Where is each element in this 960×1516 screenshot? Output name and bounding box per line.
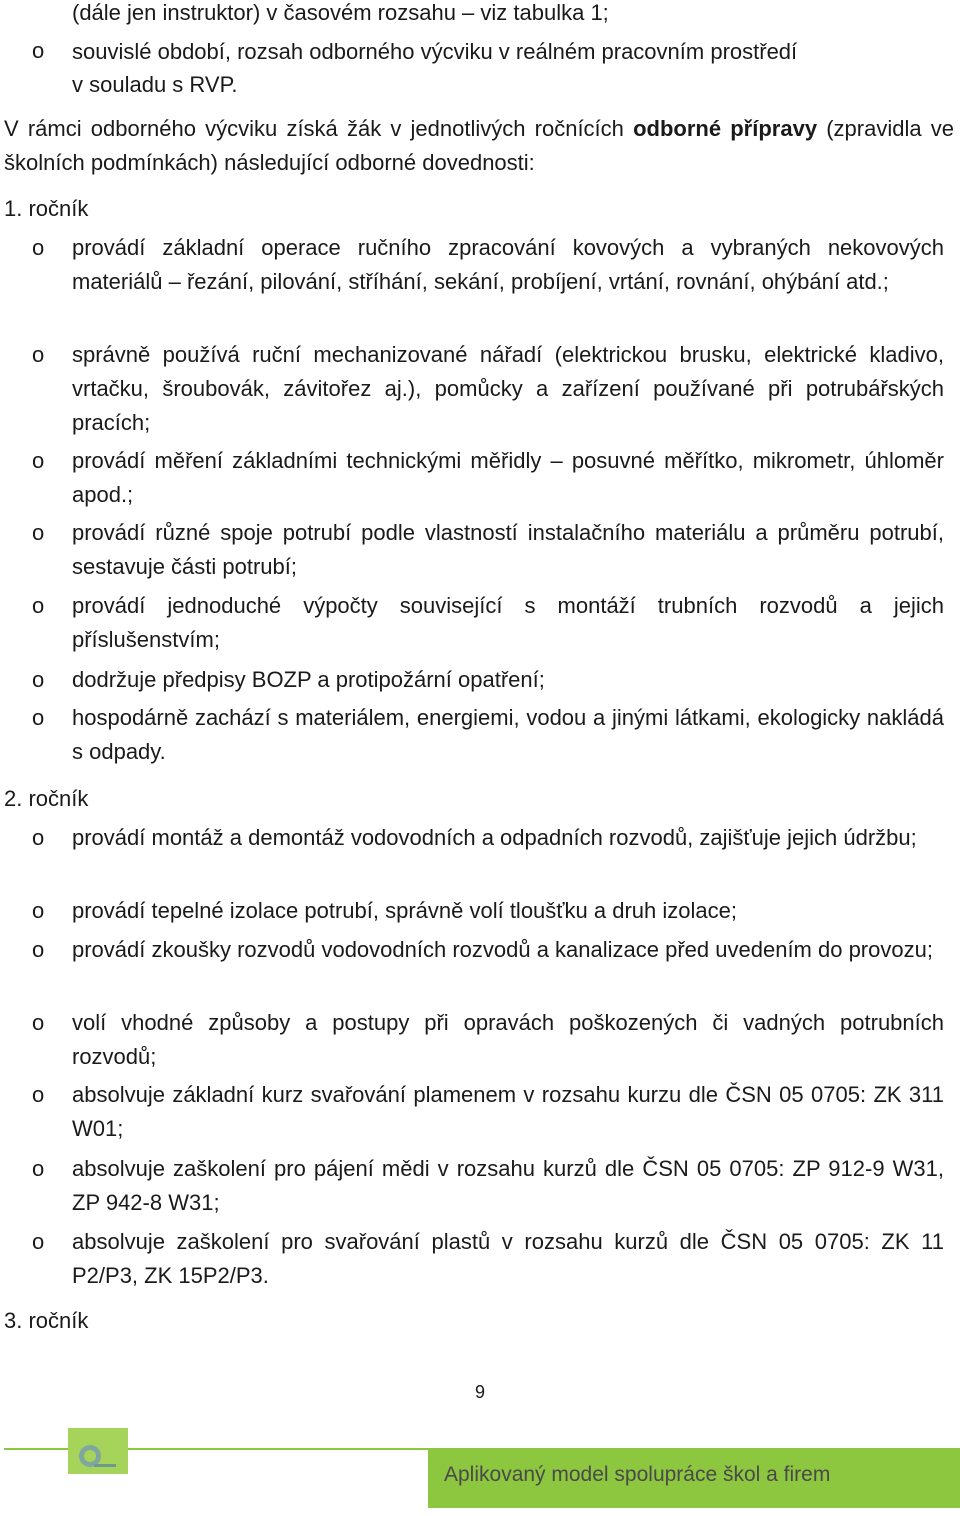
list-item: provádí tepelné izolace potrubí, správně volí tloušťku a druh izolace; — [72, 898, 737, 923]
bullet-marker: o — [32, 38, 45, 63]
section-heading: 3. ročník — [4, 1308, 89, 1333]
bullet-marker: o — [32, 235, 45, 260]
paragraph-bold-text: odborné přípravy — [633, 116, 818, 141]
bullet-marker: o — [32, 342, 45, 367]
intro-paragraph — [4, 112, 954, 180]
section-heading: 2. ročník — [4, 786, 89, 811]
bullet-marker: o — [32, 1082, 45, 1107]
project-logo — [68, 1428, 128, 1474]
bullet-marker: o — [32, 937, 45, 962]
intro-bullet-line: v souladu s RVP. — [72, 72, 238, 97]
intro-bullet-line: souvislé období, rozsah odborného výcviku v reálném pracovním prostředí — [72, 39, 798, 64]
list-item: absolvuje zaškolení pro pájení mědi v rozsahu kurzů dle ČSN 05 0705: ZP 912-9 W31, ZP 942-8 W31; — [72, 1156, 944, 1215]
logo-icon — [68, 1428, 128, 1474]
list-item: hospodárně zachází s materiálem, energiemi, vodou a jinými látkami, ekologicky nakládá s odpady. — [72, 705, 944, 764]
list-item: provádí základní operace ručního zpracování kovových a vybraných nekovových materiálů – řezání, pilování, stříhání, sekání, probíjení, vrtání, rovnání, ohýbání atd.; — [72, 235, 944, 294]
section-heading: 1. ročník — [4, 196, 89, 221]
page-number: 9 — [474, 1382, 485, 1402]
bullet-marker: o — [32, 825, 45, 850]
list-item: absolvuje zaškolení pro svařování plastů v rozsahu kurzů dle ČSN 05 0705: ZK 11 P2/P3, ZK 15P2/P3. — [72, 1229, 944, 1288]
bullet-marker: o — [32, 705, 45, 730]
list-item: dodržuje předpisy BOZP a protipožární opatření; — [72, 667, 545, 692]
bullet-marker: o — [32, 593, 45, 618]
paragraph-text: (zpravidla ve školních podmínkách) následující odborné dovednosti: — [4, 116, 954, 175]
intro-line: (dále jen instruktor) v časovém rozsahu – viz tabulka 1; — [72, 0, 609, 25]
bullet-marker: o — [32, 1156, 45, 1181]
list-item: správně používá ruční mechanizované nářadí (elektrickou brusku, elektrické kladivo, vrtačku, šroubovák, závitořez aj.), pomůcky a zařízení používané při potrubářských pracích; — [72, 342, 944, 435]
list-item: provádí jednoduché výpočty související s montáží trubních rozvodů a jejich příslušenstvím; — [72, 593, 944, 652]
list-item: provádí měření základními technickými měřidly – posuvné měřítko, mikrometr, úhloměr apod.; — [72, 448, 944, 507]
bullet-marker: o — [32, 667, 45, 692]
paragraph-text: V rámci odborného výcviku získá žák v jednotlivých ročnících — [4, 116, 634, 141]
bullet-marker: o — [32, 1010, 45, 1035]
list-item: absolvuje základní kurz svařování plamenem v rozsahu kurzu dle ČSN 05 0705: ZK 311 W01; — [72, 1082, 944, 1141]
footer-project-title: Aplikovaný model spolupráce škol a firem — [444, 1463, 831, 1486]
bullet-marker: o — [32, 448, 45, 473]
bullet-marker: o — [32, 520, 45, 545]
list-item: provádí různé spoje potrubí podle vlastností instalačního materiálu a průměru potrubí, sestavuje části potrubí; — [72, 520, 944, 579]
bullet-marker: o — [32, 898, 45, 923]
list-item: provádí zkoušky rozvodů vodovodních rozvodů a kanalizace před uvedením do provozu; — [72, 937, 933, 962]
list-item: provádí montáž a demontáž vodovodních a odpadních rozvodů, zajišťuje jejich údržbu; — [72, 825, 917, 850]
bullet-marker: o — [32, 1229, 45, 1254]
list-item: volí vhodné způsoby a postupy při opravách poškozených či vadných potrubních rozvodů; — [72, 1010, 944, 1069]
